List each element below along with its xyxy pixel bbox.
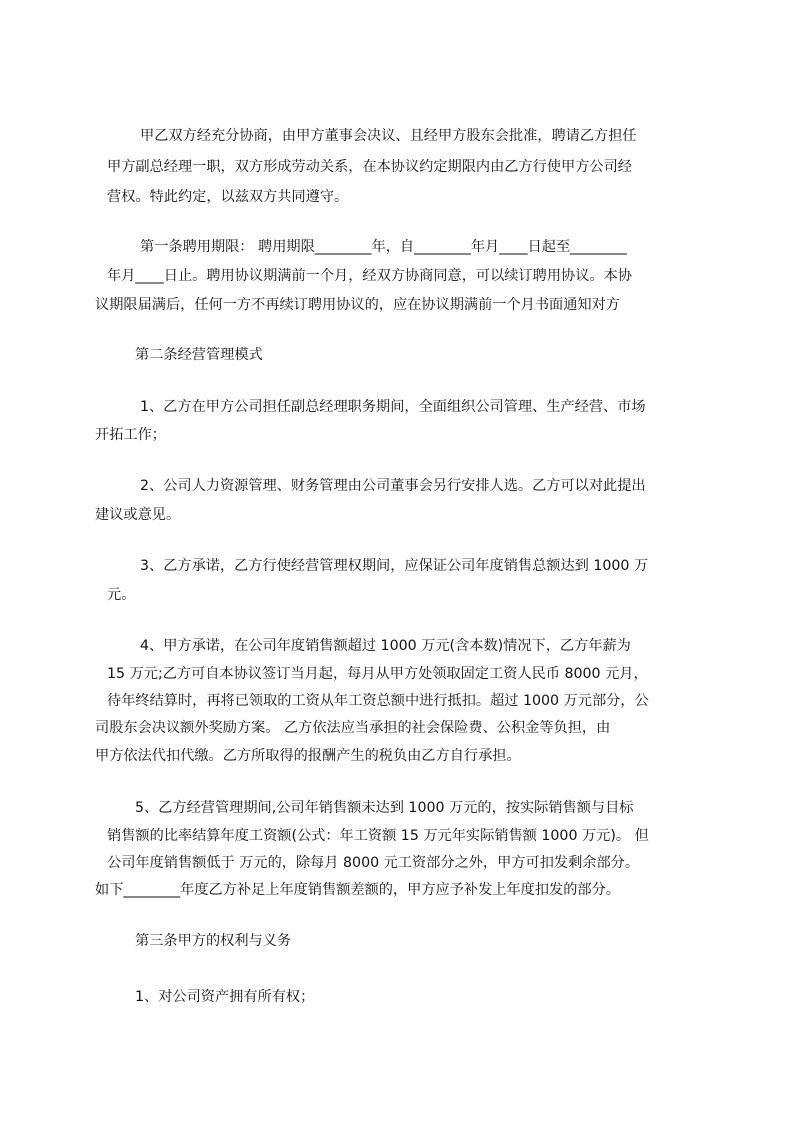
- text-line: 如下________年度乙方补足上年度销售额差额的，甲方应予补发上年度扣发的部分。: [95, 882, 620, 898]
- text-line: 第三条甲方的权利与义务: [135, 933, 292, 949]
- text-line: 15 万元;乙方可自本协议签订当月起，每月从甲方处领取固定工资人民币 8000 元月，: [107, 666, 648, 682]
- paragraph-article-3-item-1: [95, 985, 705, 1009]
- text-line: 甲方副总经理一职，双方形成劳动关系，在本协议约定期限内由乙方行使甲方公司经: [107, 159, 632, 175]
- text-line: 营权。特此约定，以兹双方共同遵守。: [107, 189, 349, 205]
- text-line: 2、公司人力资源管理、财务管理由公司董事会另行安排人选。乙方可以对此提出: [140, 478, 646, 494]
- text-line: 公司年度销售额低于 万元的，除每月 8000 元工资部分之外，甲方可扣发剩余部分。: [107, 855, 640, 871]
- text-line: 甲乙双方经充分协商，由甲方董事会决议、且经甲方股东会批准，聘请乙方担任: [140, 128, 637, 144]
- text-line: 第二条经营管理模式: [135, 347, 263, 363]
- paragraph-intro: [95, 124, 705, 208]
- text-line: 3、乙方承诺，乙方行使经营管理权期间，应保证公司年度销售总额达到 1000 万: [140, 558, 649, 574]
- text-line: 甲方依法代扣代缴。乙方所取得的报酬产生的税负由乙方自行承担。: [95, 748, 521, 764]
- text-line: 建议或意见。: [95, 507, 181, 523]
- text-line: 司股东会决议额外奖励方案。 乙方依法应当承担的社会保险费、公积金等负担，由: [95, 720, 611, 736]
- heading-article-2: [95, 343, 705, 367]
- paragraph-article-1: [95, 235, 705, 319]
- text-line: 5、乙方经营管理期间,公司年销售额未达到 1000 万元的，按实际销售额与目标: [135, 800, 634, 816]
- text-line: 元。: [107, 587, 136, 603]
- text-line: 第一条聘用期限： 聘用期限________年，自________年月____日起至________: [140, 239, 627, 255]
- paragraph-article-2-item-5: [95, 796, 705, 906]
- paragraph-article-2-item-3: [95, 554, 705, 608]
- paragraph-article-2-item-4: [95, 634, 705, 768]
- heading-article-3: [95, 929, 705, 953]
- text-line: 待年终结算时，再将已领取的工资从年工资总额中进行抵扣。超过 1000 万元部分，公: [107, 693, 649, 709]
- paragraph-article-2-item-2: [95, 474, 705, 528]
- text-line: 销售额的比率结算年度工资额(公式：年工资额 15 万元年实际销售额 1000 万元)。 但: [107, 828, 649, 844]
- text-line: 4、甲方承诺，在公司年度销售额超过 1000 万元(含本数)情况下，乙方年薪为: [140, 638, 631, 654]
- text-line: 开拓工作；: [95, 427, 166, 443]
- paragraph-article-2-item-1: [95, 395, 705, 449]
- text-line: 1、乙方在甲方公司担任副总经理职务期间，全面组织公司管理、生产经营、市场: [140, 399, 646, 415]
- text-line: 年月____日止。聘用协议期满前一个月，经双方协商同意，可以续订聘用协议。本协: [107, 268, 632, 284]
- text-line: 议期限届满后，任何一方不再续订聘用协议的，应在协议期满前一个月书面通知对方: [95, 297, 620, 313]
- text-line: 1、对公司资产拥有所有权；: [135, 989, 315, 1005]
